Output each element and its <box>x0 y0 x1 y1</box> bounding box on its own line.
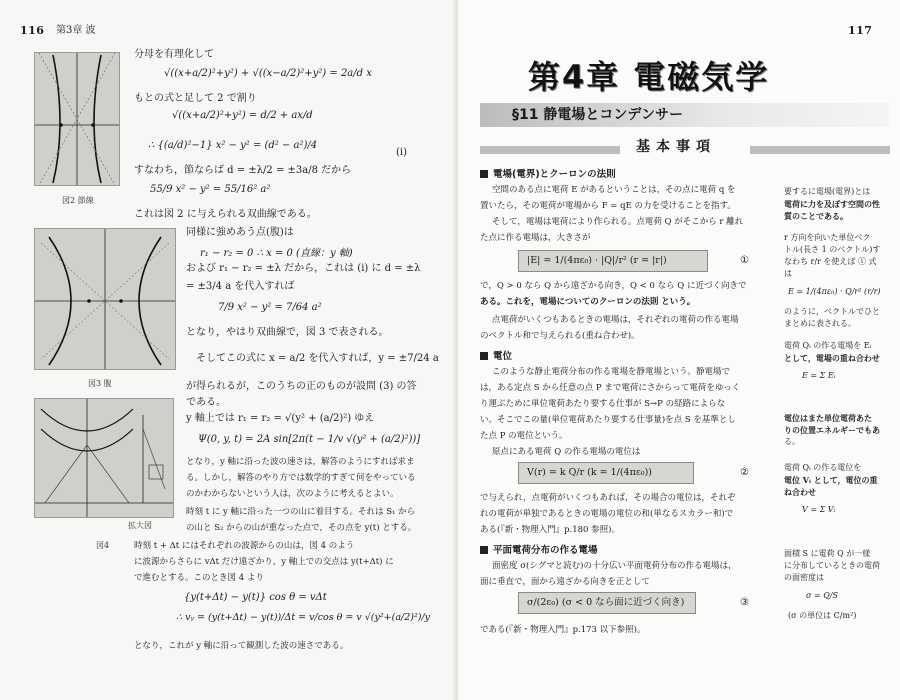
body-line: た点に作る電場は，大きさが <box>480 233 591 243</box>
body-line: 点電荷がいくつもあるときの電場は，それぞれの電荷の作る電場 <box>492 315 739 325</box>
page-number-right: 117 <box>848 24 873 37</box>
sidebar-line: r 方向を向いた単位ベク <box>784 233 871 242</box>
body-line: い。そこでこの量(単位電荷あたり要する仕事量)を点 S を基準とし <box>480 415 736 425</box>
figure-4-wave-crests <box>34 398 174 518</box>
sidebar-line: る。 <box>784 437 800 446</box>
sidebar-line: (σ の単位は C/m²) <box>788 611 857 620</box>
body-line: 空間のある点に電荷 E があるということは，その点に電荷 q を <box>492 185 736 195</box>
body-line: のベクトル和で与えられる(重ね合わせ)。 <box>480 331 640 341</box>
body-line: 原点にある電荷 Q の作る電場の電位は <box>492 447 641 457</box>
sidebar-line: りの位置エネルギーでもあ <box>784 425 880 435</box>
body-line: ある。これを，電場についてのクーロンの法則 という。 <box>480 297 696 307</box>
text-line: となり，やはり双曲線で，図 3 で表される。 <box>186 327 389 338</box>
figure-2-nodal-lines <box>34 52 120 186</box>
figure-4-inset-caption: 拡大図 <box>128 521 152 530</box>
sidebar-line: トル(長さ 1 のベクトル)す <box>784 245 881 254</box>
body-line: た点 P の電位という。 <box>480 431 568 441</box>
equation: ∴ vᵧ = (y(t+Δt) − y(t))/Δt = v/cos θ = v √(y²+(a/2)²)/y <box>176 612 431 623</box>
body-line: 面密度 σ(シグマと読む)の十分広い平面電荷分布の作る電場は， <box>492 561 737 571</box>
body-line: で与えられ，点電荷がいくつもあれば，その場合の電位は，それぞ <box>480 493 736 503</box>
sidebar-line: なわち r/r を使えば ① 式 <box>784 257 877 266</box>
body-line: で，Q > 0 なら Q から遠ざかる向き，Q < 0 なら Q に近づく向きで <box>480 281 747 291</box>
heading-planar-charge: 平面電荷分布の作る電場 <box>480 542 598 556</box>
figure-4-caption: 図4 <box>96 541 110 550</box>
text-line: が得られるが，このうちの正のものが設問 (3) の答 <box>186 381 417 392</box>
equation-number-3: ③ <box>740 597 749 608</box>
sidebar-line: 要するに電場(電界)とは <box>784 187 871 196</box>
sidebar-line: の面密度は <box>784 573 824 582</box>
sidebar-line: 電荷 Qᵢ の作る電位を <box>784 463 862 472</box>
subtitle: 基本事項 <box>636 139 716 155</box>
text-line: 時刻 t + Δt にはそれぞれの波源からの山は，図 4 のよう <box>134 541 355 551</box>
sidebar-line: は <box>784 269 792 278</box>
equation: 7/9 x² − y² = 7/64 a² <box>218 302 322 313</box>
equation: √((x+a/2)²+y²) = d/2 + ax/d <box>172 110 313 121</box>
equation-number-2: ② <box>740 467 749 478</box>
text-line: のかわからないという人は，次のように考えるとよい。 <box>186 489 399 499</box>
text-line: となり，これが y 軸に沿って観測した波の速さである。 <box>134 641 349 651</box>
heading-coulomb: 電場(電界)とクーロンの法則 <box>480 166 616 180</box>
sidebar-line: 電位 Vᵢ として，電位の重 <box>784 475 878 485</box>
equation: ∴ {(a/d)²−1} x² − y² = (d² − a²)/4 <box>148 140 318 151</box>
heading-potential: 電位 <box>480 348 512 362</box>
equation: {y(t+Δt) − y(t)} cos θ = vΔt <box>184 592 327 603</box>
right-page <box>458 0 900 700</box>
sidebar-line: 電荷 Qᵢ の作る電場を Eᵢ <box>784 341 872 350</box>
body-line: り運ぶために単位電荷あたり要する仕事が S→P の経路によらな <box>480 399 726 409</box>
sidebar-line: まとめに表される。 <box>784 319 856 328</box>
sidebar-equation: E = 1/(4πε₀) · Q/r² (r/r) <box>788 287 881 296</box>
sidebar-line: に分布しているときの電荷 <box>784 561 880 570</box>
page-number-left: 116 <box>20 24 45 37</box>
text-line: これは図 2 に与えられる双曲線である。 <box>134 209 317 220</box>
equation: √((x+a/2)²+y²) + √((x−a/2)²+y²) = 2a/d x <box>164 68 372 79</box>
equation-number-1: ① <box>740 255 749 266</box>
text-line: る。しかし，解答のやり方では数学的すぎて何をやっている <box>186 473 416 483</box>
sidebar-equation: V = Σ Vᵢ <box>802 505 836 514</box>
chapter-title: 第4章 電磁気学 <box>528 58 770 96</box>
equation-box-2: V(r) = k Q/r (k = 1/(4πε₀)) <box>518 462 694 484</box>
text-line: 同様に強めあう点(腹)は <box>186 227 294 238</box>
running-head: 第3章 波 <box>56 25 96 36</box>
figure-3-caption: 図3 腹 <box>88 379 112 388</box>
text-line: もとの式と足して 2 で割り <box>134 93 257 104</box>
text-line: = ±3/4 a を代入すれば <box>186 281 295 292</box>
sidebar-line: 面積 S に電荷 Q が一様 <box>784 549 871 558</box>
equation-box-1: |E| = 1/(4πε₀) · |Q|/r² (r = |r|) <box>518 250 708 272</box>
body-line: は，ある定点 S から任意の点 P まで電荷にさからって電荷をゆっく <box>480 383 741 393</box>
equation-box-3: σ/(2ε₀) (σ < 0 なら面に近づく向き) <box>518 592 696 614</box>
text-line: すなわち，節ならば d = ±λ/2 = ±3a/8 だから <box>134 165 352 176</box>
text-line: の山と S₂ からの山が重なった点で，その点を y(t) とする。 <box>186 523 417 533</box>
text-line: である。 <box>186 397 226 408</box>
sidebar-line: 質のことである。 <box>784 211 848 221</box>
text-line: および r₁ − r₂ = ±λ だから，これは (i) に d = ±λ <box>186 263 421 274</box>
equation: 55/9 x² − y² = 55/16² a² <box>150 184 271 195</box>
figure-2-caption: 図2 節線 <box>62 196 94 205</box>
sidebar-line: 電荷に力を及ぼす空間の性 <box>784 199 880 209</box>
body-line: 面に垂直で，面から遠ざかる向きを正として <box>480 577 650 587</box>
equation: r₁ − r₂ = 0 ∴ x = 0 (直線：y 軸) <box>200 248 353 259</box>
body-line: このような静止電荷分布の作る電場を静電場という。静電場で <box>492 367 731 377</box>
body-line: ある(『新・物理入門』p.180 参照)。 <box>480 525 620 535</box>
text-line: に波源からさらに vΔt だけ遠ざかり，y 軸上での交点は y(t+Δt) に <box>134 557 394 567</box>
text-line: 分母を有理化して <box>134 49 214 60</box>
sidebar-line: のように，ベクトルでひと <box>784 307 880 316</box>
section-title: §11 静電場とコンデンサー <box>480 103 890 127</box>
sidebar-equation: σ = Q/S <box>806 591 838 600</box>
sidebar-line: として，電場の重ね合わせ <box>784 353 880 363</box>
text-line: となり，y 軸に沿った波の速さは，解答のようにすれば求ま <box>186 457 415 467</box>
figure-3-antinodes <box>34 228 176 370</box>
equation-number: (i) <box>396 147 408 158</box>
sidebar-line: ね合わせ <box>784 487 816 497</box>
body-line: そして，電場は電荷により作られる。点電荷 Q がそこから r 離れ <box>492 217 744 227</box>
sidebar-equation: E = Σ Eᵢ <box>802 371 836 380</box>
body-line: 置いたら，その電荷が電場から F = qE の力を受けることを指す。 <box>480 201 736 211</box>
text-line: y 軸上では r₁ = r₂ = √(y² + (a/2)²) ゆえ <box>186 413 375 424</box>
body-line: れの電荷が単独であるときの電場の電位の和(単なるスカラー和)で <box>480 509 734 519</box>
sidebar-line: 電位はまた単位電荷あた <box>784 413 872 423</box>
text-line: で進むとする。このとき図 4 より <box>134 573 264 583</box>
body-line: である(『新・物理入門』p.173 以下参照)。 <box>480 625 646 635</box>
text-line: そしてこの式に x = a/2 を代入すれば，y = ±7/24 a <box>196 353 439 364</box>
text-line: 時刻 t に y 軸に沿った一つの山に着目する。それは S₁ から <box>186 507 416 517</box>
equation: Ψ(0, y, t) = 2A sin[2π(t − 1/v √(y² + (a/2)²))] <box>198 434 421 445</box>
